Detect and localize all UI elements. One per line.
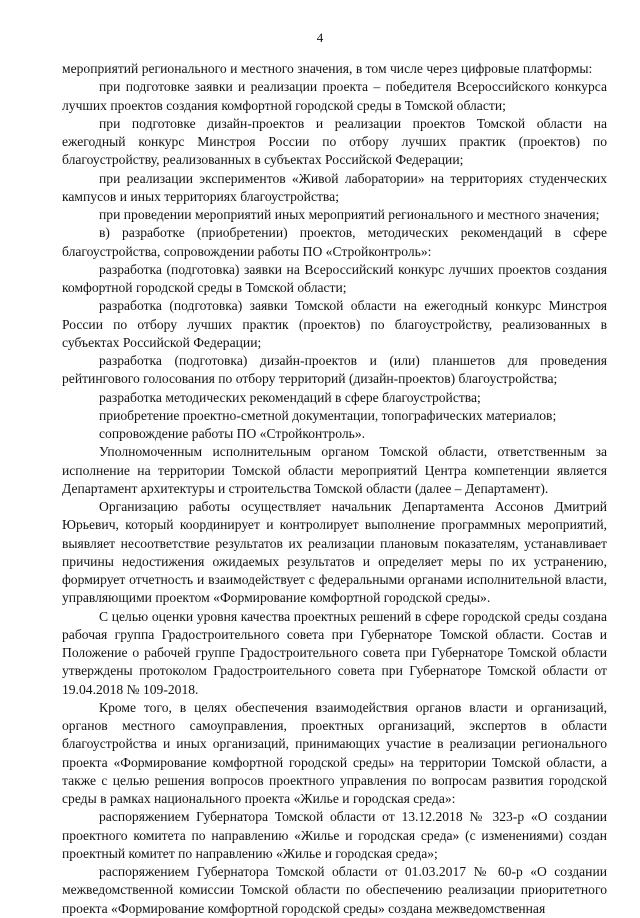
paragraph: сопровождение работы ПО «Стройконтроль». xyxy=(99,426,366,441)
paragraph: распоряжением Губернатора Томской области от 13.12.2018 № 323-р «О создании проектного комитета по направлению «Жилье и городская среда» (с изменениями) создан проектный комитет по направлению «Жилье и городская среда»; xyxy=(62,809,607,861)
paragraph: разработка (подготовка) заявки на Всероссийский конкурс лучших проектов создания комфортной городской среды в Томской области; xyxy=(62,261,607,295)
paragraph: приобретение проектно-сметной документации, топографических материалов; xyxy=(99,407,557,423)
paragraph: в) разработке (приобретении) проектов, методических рекомендаций в сфере благоустройства, сопровождении работы ПО «Стройконтроль»: xyxy=(62,225,607,259)
paragraph: распоряжением Губернатора Томской области от 01.03.2017 № 60-р «О создании межведомственной комиссии Томской области по обеспечению реализации приоритетного проекта «Формирование комфортной городской среды» создана межведомственная xyxy=(62,864,607,916)
paragraph: мероприятий регионального и местного значения, в том числе через цифровые платформы: xyxy=(62,61,593,76)
paragraph: при подготовке заявки и реализации проекта – победителя Всероссийского конкурса лучших проектов создания комфортной городской среды в Томской области; xyxy=(62,79,607,113)
document-body xyxy=(62,60,607,918)
paragraph: Уполномоченным исполнительным органом Томской области, ответственным за исполнение на территории Томской области мероприятий Центра компетенции является Департамент архитектуры и строительства Томской области (далее – Департамент). xyxy=(62,444,607,496)
paragraph: С целью оценки уровня качества проектных решений в сфере городской среды создана рабочая группа Градостроительного совета при Губернаторе Томской области. Состав и Положение о рабочей группе Градостроительного совета при Губернаторе Томской области утверждены протоколом Градостроительного совета при Губернаторе Томской области от 19.04.2018 № 109-2018. xyxy=(62,608,607,697)
page-number: 4 xyxy=(316,30,324,45)
paragraph: при реализации экспериментов «Живой лаборатории» на территориях студенческих кампусов и иных территориях благоустройства; xyxy=(62,170,607,204)
paragraph: Организацию работы осуществляет начальник Департамента Ассонов Дмитрий Юрьевич, который координирует и контролирует выполнение программных мероприятий, выявляет несоответствие результатов их реализации плановым показателям, устанавливает причины недостижения ожидаемых результатов и определяет меры по их устранению, формирует отчетность и взаимодействует с федеральными органами исполнительной власти, управляющими проектом «Формирование комфортной городской среды». xyxy=(62,499,607,606)
paragraph: при подготовке дизайн-проектов и реализации проектов Томской области на ежегодный конкурс Минстроя России по отбору лучших практик (проектов) по благоустройству, реализованных в субъектах Российской Федерации; xyxy=(62,115,607,168)
paragraph: разработка методических рекомендаций в сфере благоустройства; xyxy=(99,389,481,405)
paragraph: разработка (подготовка) заявки Томской области на ежегодный конкурс Минстроя России по отбору лучших практик (проектов) по благоустройству, реализованных в субъектах Российской Федерации; xyxy=(62,298,607,350)
paragraph: Кроме того, в целях обеспечения взаимодействия органов власти и организаций, органов местного самоуправления, проектных организаций, экспертов в области благоустройства и иных организаций, принимающих участие в реализации регионального проекта «Формирование комфортной городской среды» на территории Томской области, а также с целью решения вопросов проектного управления по вопросам развития городской среды в рамках национального проекта «Жилье и городская среда»: xyxy=(62,699,607,806)
paragraph: при проведении мероприятий иных мероприятий регионального и местного значения; xyxy=(99,207,600,222)
paragraph: разработка (подготовка) дизайн-проектов и (или) планшетов для проведения рейтингового голосования по отбору территорий (дизайн-проектов) благоустройства; xyxy=(62,353,607,387)
